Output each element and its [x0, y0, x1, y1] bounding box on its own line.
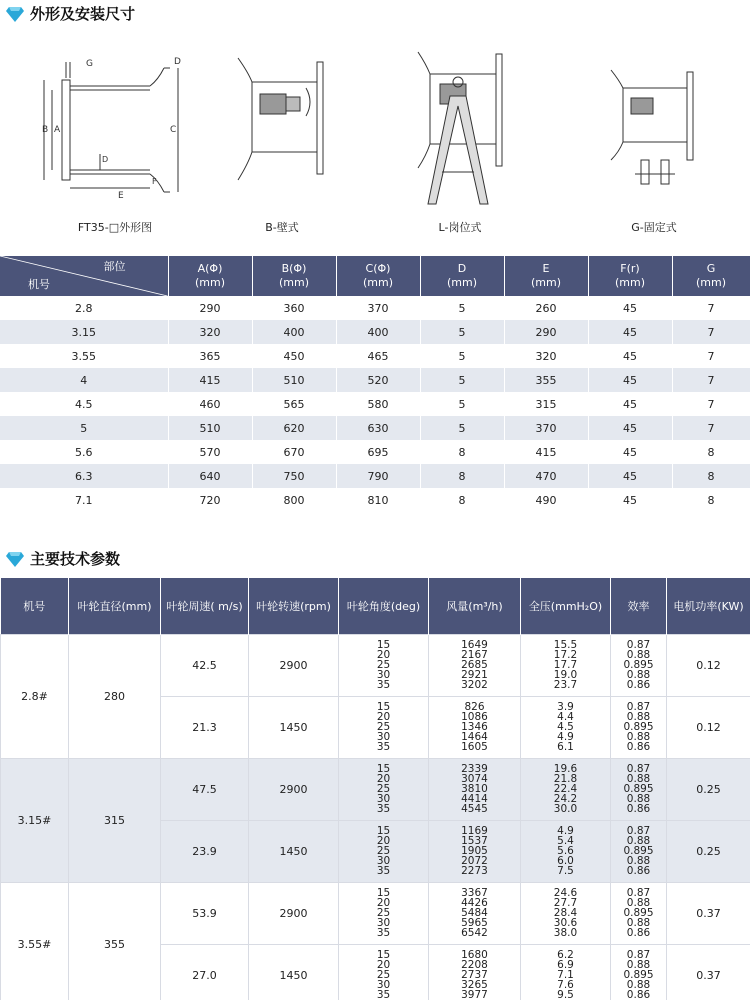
- power-cell: 0.12: [667, 696, 750, 758]
- model-cell: 5: [0, 416, 168, 440]
- flow-cell-value: 1905: [461, 844, 488, 857]
- angle-cell-value: 30: [376, 669, 391, 682]
- flow-cell-value: 3367: [461, 886, 488, 899]
- dimension-cell: 290: [168, 296, 252, 320]
- efficiency-cell-value: 0.88: [626, 896, 651, 909]
- power-cell: 0.25: [667, 758, 750, 820]
- dim-label-a: A: [54, 125, 61, 135]
- dimension-cell: 45: [588, 344, 672, 368]
- flow-cell: [429, 758, 521, 820]
- flow-cell-value: 5484: [461, 906, 488, 919]
- angle-cell-value: 20: [376, 710, 391, 723]
- dimension-cell: 8: [420, 488, 504, 512]
- angle-cell-value: 35: [376, 865, 391, 878]
- model-cell: 4: [0, 368, 168, 392]
- model-cell: 4.5: [0, 392, 168, 416]
- pressure-cell-value: 27.7: [553, 896, 578, 909]
- pressure-cell: [521, 634, 611, 696]
- dimension-cell: 630: [336, 416, 420, 440]
- efficiency-cell-value: 0.895: [623, 906, 654, 919]
- efficiency-cell-value: 0.87: [626, 638, 651, 651]
- pressure-cell-value: 17.2: [553, 648, 578, 661]
- model-cell: 3.15#: [1, 758, 69, 882]
- dimension-row: [0, 320, 750, 344]
- dimension-cell: 750: [252, 464, 336, 488]
- model-cell: 2.8#: [1, 634, 69, 758]
- flow-cell-value: 2921: [461, 669, 488, 682]
- angle-cell: [339, 944, 429, 1000]
- efficiency-cell-value: 0.895: [623, 968, 654, 981]
- model-cell: 3.55: [0, 344, 168, 368]
- efficiency-cell-value: 0.895: [623, 658, 654, 671]
- dimension-cell: 570: [168, 440, 252, 464]
- angle-cell-value: 30: [376, 855, 391, 868]
- efficiency-cell: [611, 882, 667, 944]
- rpm-cell: 1450: [249, 696, 339, 758]
- angle-cell-value: 25: [376, 720, 391, 733]
- pressure-cell-value: 6.0: [557, 855, 574, 868]
- header-a: A(Φ) (mm): [168, 256, 252, 296]
- angle-cell-value: 15: [376, 762, 391, 775]
- angle-cell: [339, 696, 429, 758]
- diameter-cell: 315: [69, 758, 161, 882]
- angle-cell-value: 35: [376, 927, 391, 940]
- header-e: E (mm): [504, 256, 588, 296]
- pressure-cell-value: 7.5: [557, 865, 574, 878]
- pressure-cell-value: 22.4: [553, 782, 578, 795]
- efficiency-cell-value: 0.88: [626, 772, 651, 785]
- diameter-cell: 355: [69, 882, 161, 1000]
- flow-cell-value: 2685: [461, 658, 488, 671]
- dim-label-g: G: [86, 59, 93, 69]
- dimension-cell: 670: [252, 440, 336, 464]
- flow-cell-value: 2273: [461, 865, 488, 878]
- pressure-cell-value: 4.4: [557, 710, 574, 723]
- dimension-cell: 7: [672, 296, 750, 320]
- header-d: D (mm): [420, 256, 504, 296]
- dim-label-d: D: [174, 57, 181, 67]
- efficiency-cell-value: 0.895: [623, 782, 654, 795]
- flow-cell-value: 3265: [461, 979, 488, 992]
- dimension-cell: 365: [168, 344, 252, 368]
- dimension-cell: 5: [420, 344, 504, 368]
- angle-cell-value: 35: [376, 803, 391, 816]
- tip-speed-cell: 42.5: [161, 634, 249, 696]
- angle-cell-value: 25: [376, 658, 391, 671]
- dimension-cell: 45: [588, 320, 672, 344]
- diamond-icon: [6, 551, 24, 567]
- dimension-cell: 7: [672, 344, 750, 368]
- flow-cell-value: 1605: [461, 741, 488, 754]
- dimension-cell: 565: [252, 392, 336, 416]
- angle-cell-value: 30: [376, 917, 391, 930]
- dimension-cell: 45: [588, 416, 672, 440]
- model-cell: 3.55#: [1, 882, 69, 1000]
- power-cell: 0.37: [667, 944, 750, 1000]
- section-title-text: 外形及安装尺寸: [30, 5, 136, 23]
- dimension-cell: 45: [588, 464, 672, 488]
- flow-cell-value: 5965: [461, 917, 488, 930]
- dimension-cell: 620: [252, 416, 336, 440]
- pressure-cell-value: 5.6: [557, 844, 574, 857]
- dimension-cell: 7: [672, 392, 750, 416]
- dimension-row: [0, 368, 750, 392]
- dimension-cell: 450: [252, 344, 336, 368]
- rpm-cell: 2900: [249, 758, 339, 820]
- dim-label-b: B: [42, 125, 49, 135]
- dimension-row: [0, 296, 750, 320]
- dimension-cell: 8: [672, 440, 750, 464]
- dimension-cell: 400: [252, 320, 336, 344]
- dimension-cell: 8: [420, 440, 504, 464]
- pressure-cell-value: 17.7: [553, 658, 578, 671]
- dimension-cell: 45: [588, 392, 672, 416]
- angle-cell-value: 20: [376, 896, 391, 909]
- flow-cell-value: 3202: [461, 679, 488, 692]
- tip-speed-cell: 23.9: [161, 820, 249, 882]
- rpm-cell: 1450: [249, 944, 339, 1000]
- pressure-cell: [521, 882, 611, 944]
- caption-fixed: G-固定式: [631, 221, 677, 234]
- efficiency-cell-value: 0.88: [626, 710, 651, 723]
- pressure-cell-value: 28.4: [553, 906, 578, 919]
- header-g: G (mm): [672, 256, 750, 296]
- efficiency-cell-value: 0.86: [626, 927, 651, 940]
- dimension-cell: 520: [336, 368, 420, 392]
- tip-speed-cell: 47.5: [161, 758, 249, 820]
- model-cell: 2.8: [0, 296, 168, 320]
- angle-cell-value: 20: [376, 648, 391, 661]
- dimension-cell: 370: [504, 416, 588, 440]
- dim-label-e: E: [118, 191, 124, 200]
- tech-header: 叶轮周速( m/s): [161, 578, 249, 634]
- efficiency-cell: [611, 696, 667, 758]
- flow-cell-value: 4545: [461, 803, 488, 816]
- header-f: F(r) (mm): [588, 256, 672, 296]
- dimension-cell: 7: [672, 320, 750, 344]
- pressure-cell: [521, 820, 611, 882]
- header-b: B(Φ) (mm): [252, 256, 336, 296]
- header-c: C(Φ) (mm): [336, 256, 420, 296]
- angle-cell-value: 25: [376, 782, 391, 795]
- efficiency-cell: [611, 758, 667, 820]
- post-mount-drawing: [410, 44, 510, 212]
- tip-speed-cell: 27.0: [161, 944, 249, 1000]
- dimension-cell: 260: [504, 296, 588, 320]
- pressure-cell-value: 4.5: [557, 720, 574, 733]
- dim-label-d2: D: [102, 155, 109, 164]
- flow-cell-value: 1680: [461, 948, 488, 961]
- dimension-cell: 45: [588, 296, 672, 320]
- section-title-text: 主要技术参数: [30, 550, 121, 568]
- pressure-cell-value: 21.8: [553, 772, 578, 785]
- diamond-icon: [6, 6, 24, 22]
- dimension-cell: 510: [252, 368, 336, 392]
- angle-cell-value: 35: [376, 741, 391, 754]
- efficiency-cell-value: 0.895: [623, 720, 654, 733]
- flow-cell-value: 4414: [461, 793, 488, 806]
- power-cell: 0.37: [667, 882, 750, 944]
- pressure-cell-value: 5.4: [557, 834, 574, 847]
- corner-header: 部位 机号: [0, 256, 168, 296]
- efficiency-cell-value: 0.88: [626, 648, 651, 661]
- dimension-cell: 8: [672, 464, 750, 488]
- angle-cell-value: 20: [376, 772, 391, 785]
- angle-cell-value: 15: [376, 948, 391, 961]
- flow-cell: [429, 944, 521, 1000]
- dimension-cell: 355: [504, 368, 588, 392]
- pressure-cell-value: 6.2: [557, 948, 574, 961]
- tech-row: [1, 882, 750, 944]
- dimension-cell: 7: [672, 368, 750, 392]
- dimension-cell: 415: [504, 440, 588, 464]
- tech-header: 叶轮角度(deg): [339, 578, 429, 634]
- dimension-cell: 800: [252, 488, 336, 512]
- angle-cell-value: 30: [376, 979, 391, 992]
- angle-cell-value: 15: [376, 824, 391, 837]
- dimension-cell: 640: [168, 464, 252, 488]
- pressure-cell-value: 9.5: [557, 989, 574, 1000]
- pressure-cell: [521, 696, 611, 758]
- dimension-cell: 465: [336, 344, 420, 368]
- dimension-cell: 45: [588, 368, 672, 392]
- tech-header: 叶轮转速(rpm): [249, 578, 339, 634]
- pressure-cell-value: 7.6: [557, 979, 574, 992]
- dim-label-f: F: [152, 177, 157, 186]
- flow-cell-value: 4426: [461, 896, 488, 909]
- pressure-cell-value: 38.0: [553, 927, 578, 940]
- dimension-header-row: [0, 256, 750, 296]
- dimension-row: [0, 416, 750, 440]
- dimension-cell: 5: [420, 368, 504, 392]
- model-cell: 5.6: [0, 440, 168, 464]
- flow-cell-value: 2339: [461, 762, 488, 775]
- dimension-cell: 45: [588, 440, 672, 464]
- dimension-cell: 490: [504, 488, 588, 512]
- efficiency-cell-value: 0.87: [626, 824, 651, 837]
- tech-params-table: [0, 578, 750, 1000]
- pressure-cell-value: 4.9: [557, 824, 574, 837]
- angle-cell-value: 15: [376, 700, 391, 713]
- dimension-cell: 7: [672, 416, 750, 440]
- efficiency-cell-value: 0.86: [626, 865, 651, 878]
- tip-speed-cell: 21.3: [161, 696, 249, 758]
- dimension-cell: 790: [336, 464, 420, 488]
- efficiency-cell-value: 0.88: [626, 917, 651, 930]
- dim-label-c: C: [170, 125, 177, 135]
- efficiency-cell-value: 0.87: [626, 700, 651, 713]
- flow-cell-value: 3810: [461, 782, 488, 795]
- dimension-row: [0, 392, 750, 416]
- tech-header: 风量(m³/h): [429, 578, 521, 634]
- dimension-cell: 470: [504, 464, 588, 488]
- angle-cell: [339, 758, 429, 820]
- pressure-cell-value: 15.5: [553, 638, 578, 651]
- caption-outline: FT35-□外形图: [77, 221, 153, 234]
- pressure-cell: [521, 758, 611, 820]
- dimension-row: [0, 464, 750, 488]
- flow-cell-value: 1169: [461, 824, 488, 837]
- model-cell: 7.1: [0, 488, 168, 512]
- tech-header: 机号: [1, 578, 69, 634]
- caption-post: L-岗位式: [438, 221, 482, 234]
- rpm-cell: 2900: [249, 882, 339, 944]
- angle-cell-value: 35: [376, 989, 391, 1000]
- dimension-cell: 8: [672, 488, 750, 512]
- pressure-cell-value: 6.9: [557, 958, 574, 971]
- tech-header: 叶轮直径(mm): [69, 578, 161, 634]
- dimension-cell: 8: [420, 464, 504, 488]
- power-cell: 0.25: [667, 820, 750, 882]
- efficiency-cell-value: 0.88: [626, 979, 651, 992]
- dimension-table: [0, 256, 750, 512]
- flow-cell-value: 3074: [461, 772, 488, 785]
- angle-cell-value: 25: [376, 968, 391, 981]
- tech-header: 全压(mmH₂O): [521, 578, 611, 634]
- efficiency-cell-value: 0.86: [626, 989, 651, 1000]
- pressure-cell-value: 4.9: [557, 731, 574, 744]
- pressure-cell: [521, 944, 611, 1000]
- angle-cell-value: 30: [376, 731, 391, 744]
- efficiency-cell: [611, 820, 667, 882]
- flow-cell: [429, 820, 521, 882]
- angle-cell-value: 15: [376, 886, 391, 899]
- section-title-dimensions: [6, 3, 135, 24]
- dimension-cell: 370: [336, 296, 420, 320]
- efficiency-cell-value: 0.86: [626, 679, 651, 692]
- angle-cell: [339, 820, 429, 882]
- angle-cell-value: 15: [376, 638, 391, 651]
- power-cell: 0.12: [667, 634, 750, 696]
- pressure-cell-value: 19.6: [553, 762, 578, 775]
- dimension-cell: 5: [420, 416, 504, 440]
- angle-cell: [339, 882, 429, 944]
- dimension-cell: 720: [168, 488, 252, 512]
- pressure-cell-value: 7.1: [557, 968, 574, 981]
- outline-drawing: [40, 50, 200, 200]
- dimension-cell: 315: [504, 392, 588, 416]
- flow-cell-value: 2167: [461, 648, 488, 661]
- flow-cell-value: 826: [464, 700, 485, 713]
- caption-wall: B-壁式: [265, 221, 299, 234]
- efficiency-cell-value: 0.88: [626, 793, 651, 806]
- dimension-cell: 45: [588, 488, 672, 512]
- dimension-cell: 460: [168, 392, 252, 416]
- efficiency-cell-value: 0.87: [626, 762, 651, 775]
- pressure-cell-value: 6.1: [557, 741, 574, 754]
- dimension-cell: 5: [420, 296, 504, 320]
- tech-row: [1, 634, 750, 696]
- pressure-cell-value: 23.7: [553, 679, 578, 692]
- diameter-cell: 280: [69, 634, 161, 758]
- pressure-cell-value: 19.0: [553, 669, 578, 682]
- tech-header: 效率: [611, 578, 667, 634]
- angle-cell: [339, 634, 429, 696]
- rpm-cell: 1450: [249, 820, 339, 882]
- angle-cell-value: 20: [376, 958, 391, 971]
- efficiency-cell-value: 0.87: [626, 948, 651, 961]
- dimension-cell: 290: [504, 320, 588, 344]
- tech-header: 电机功率(KW): [667, 578, 750, 634]
- efficiency-cell: [611, 944, 667, 1000]
- efficiency-cell-value: 0.88: [626, 731, 651, 744]
- flow-cell-value: 1537: [461, 834, 488, 847]
- dimension-cell: 5: [420, 320, 504, 344]
- pressure-cell-value: 24.6: [553, 886, 578, 899]
- angle-cell-value: 25: [376, 906, 391, 919]
- dimension-cell: 415: [168, 368, 252, 392]
- dimension-cell: 810: [336, 488, 420, 512]
- dimension-cell: 510: [168, 416, 252, 440]
- efficiency-cell-value: 0.87: [626, 886, 651, 899]
- dimension-cell: 580: [336, 392, 420, 416]
- tech-header-row: [1, 578, 750, 634]
- efficiency-cell-value: 0.86: [626, 741, 651, 754]
- model-cell: 3.15: [0, 320, 168, 344]
- wall-mount-drawing: [232, 52, 332, 187]
- flow-cell-value: 2072: [461, 855, 488, 868]
- pressure-cell-value: 24.2: [553, 793, 578, 806]
- flow-cell: [429, 882, 521, 944]
- angle-cell-value: 35: [376, 679, 391, 692]
- efficiency-cell-value: 0.88: [626, 958, 651, 971]
- flow-cell-value: 2737: [461, 968, 488, 981]
- tip-speed-cell: 53.9: [161, 882, 249, 944]
- flow-cell: [429, 696, 521, 758]
- efficiency-cell-value: 0.86: [626, 803, 651, 816]
- dimension-cell: 320: [168, 320, 252, 344]
- tech-row: [1, 758, 750, 820]
- flow-cell-value: 1464: [461, 731, 488, 744]
- dimension-cell: 400: [336, 320, 420, 344]
- pressure-cell-value: 30.6: [553, 917, 578, 930]
- dimension-row: [0, 440, 750, 464]
- rpm-cell: 2900: [249, 634, 339, 696]
- dimension-cell: 360: [252, 296, 336, 320]
- model-cell: 6.3: [0, 464, 168, 488]
- dimension-row: [0, 344, 750, 368]
- angle-cell-value: 30: [376, 793, 391, 806]
- section-title-tech: [6, 548, 120, 569]
- dimension-cell: 695: [336, 440, 420, 464]
- pressure-cell-value: 3.9: [557, 700, 574, 713]
- efficiency-cell-value: 0.895: [623, 844, 654, 857]
- efficiency-cell-value: 0.88: [626, 855, 651, 868]
- angle-cell-value: 25: [376, 844, 391, 857]
- fixed-mount-drawing: [605, 64, 705, 189]
- efficiency-cell-value: 0.88: [626, 669, 651, 682]
- efficiency-cell: [611, 634, 667, 696]
- dimension-cell: 5: [420, 392, 504, 416]
- flow-cell-value: 2208: [461, 958, 488, 971]
- flow-cell: [429, 634, 521, 696]
- flow-cell-value: 3977: [461, 989, 488, 1000]
- efficiency-cell-value: 0.88: [626, 834, 651, 847]
- flow-cell-value: 1649: [461, 638, 488, 651]
- pressure-cell-value: 30.0: [553, 803, 578, 816]
- dimension-row: [0, 488, 750, 512]
- flow-cell-value: 1086: [461, 710, 488, 723]
- flow-cell-value: 6542: [461, 927, 488, 940]
- angle-cell-value: 20: [376, 834, 391, 847]
- flow-cell-value: 1346: [461, 720, 488, 733]
- dimension-cell: 320: [504, 344, 588, 368]
